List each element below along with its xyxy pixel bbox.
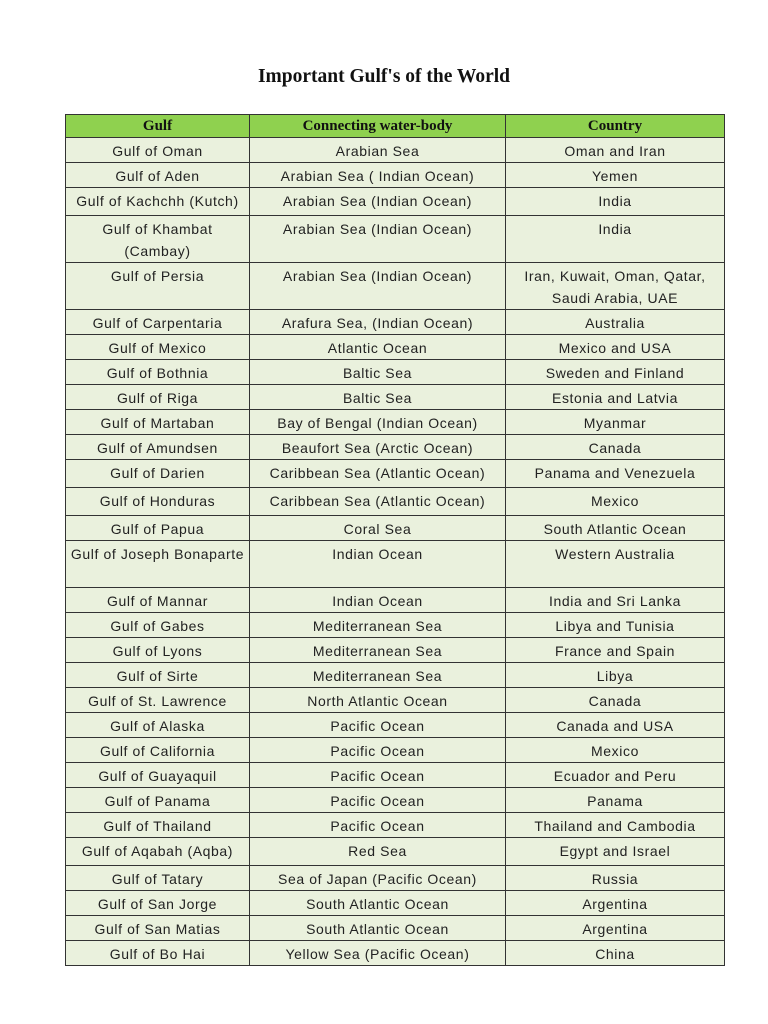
water-body-cell: Indian Ocean [250,541,506,588]
water-body-cell: Sea of Japan (Pacific Ocean) [250,866,506,891]
gulf-cell: Gulf of California [66,738,250,763]
table-row [66,216,725,263]
gulf-cell: Gulf of Bothnia [66,360,250,385]
gulf-cell: Gulf of Tatary [66,866,250,891]
water-body-cell: Pacific Ocean [250,738,506,763]
country-cell: Canada and USA [506,713,725,738]
page-title: Important Gulf's of the World [257,66,511,87]
country-cell: Western Australia [506,541,725,588]
gulf-cell: Gulf of Panama [66,788,250,813]
table-row [66,941,725,966]
table-row [66,763,725,788]
gulf-cell: Gulf of San Matias [66,916,250,941]
water-body-cell: Baltic Sea [250,360,506,385]
gulf-cell: Gulf of Oman [66,138,250,163]
gulf-cell: Gulf of Joseph Bonaparte [66,541,250,588]
country-cell: Libya [506,663,725,688]
country-cell: Canada [506,435,725,460]
column-header-gulf: Gulf [66,115,250,138]
gulf-cell: Gulf of Darien [66,460,250,488]
country-cell: Thailand and Cambodia [506,813,725,838]
table-row [66,788,725,813]
water-body-cell: Pacific Ocean [250,763,506,788]
water-body-cell: Arabian Sea (Indian Ocean) [250,216,506,263]
water-body-cell: Red Sea [250,838,506,866]
water-body-cell: Mediterranean Sea [250,638,506,663]
table-row [66,663,725,688]
table-row [66,360,725,385]
gulf-cell: Gulf of Lyons [66,638,250,663]
gulf-cell: Gulf of Persia [66,263,250,310]
gulf-cell: Gulf of Aden [66,163,250,188]
table-row [66,916,725,941]
water-body-cell: Arabian Sea ( Indian Ocean) [250,163,506,188]
gulf-cell: Gulf of Kachchh (Kutch) [66,188,250,216]
gulf-cell: Gulf of Sirte [66,663,250,688]
gulf-cell: Gulf of Khambat (Cambay) [66,216,250,263]
table-row [66,516,725,541]
country-cell: India and Sri Lanka [506,588,725,613]
table-header-row [66,115,725,138]
water-body-cell: South Atlantic Ocean [250,916,506,941]
gulf-cell: Gulf of Guayaquil [66,763,250,788]
gulfs-table [65,114,725,966]
gulf-cell: Gulf of St. Lawrence [66,688,250,713]
table-row [66,838,725,866]
table-row [66,866,725,891]
country-cell: Sweden and Finland [506,360,725,385]
gulf-cell: Gulf of Mexico [66,335,250,360]
gulf-cell: Gulf of Papua [66,516,250,541]
table-row [66,163,725,188]
water-body-cell: Arabian Sea (Indian Ocean) [250,263,506,310]
table-row [66,435,725,460]
water-body-cell: Mediterranean Sea [250,663,506,688]
country-cell: Panama [506,788,725,813]
column-header-country: Country [506,115,725,138]
table-row [66,613,725,638]
country-cell: Mexico [506,738,725,763]
country-cell: Russia [506,866,725,891]
gulf-cell: Gulf of Honduras [66,488,250,516]
country-cell: Estonia and Latvia [506,385,725,410]
water-body-cell: Mediterranean Sea [250,613,506,638]
gulf-cell: Gulf of Bo Hai [66,941,250,966]
country-cell: Panama and Venezuela [506,460,725,488]
table-row [66,638,725,663]
table-row [66,688,725,713]
table-row [66,263,725,310]
gulf-cell: Gulf of San Jorge [66,891,250,916]
table-row [66,188,725,216]
water-body-cell: Indian Ocean [250,588,506,613]
country-cell: France and Spain [506,638,725,663]
table-row [66,385,725,410]
water-body-cell: Coral Sea [250,516,506,541]
country-cell: Mexico and USA [506,335,725,360]
gulf-cell: Gulf of Thailand [66,813,250,838]
water-body-cell: South Atlantic Ocean [250,891,506,916]
table-row [66,138,725,163]
water-body-cell: Yellow Sea (Pacific Ocean) [250,941,506,966]
table-row [66,460,725,488]
gulf-cell: Gulf of Alaska [66,713,250,738]
table-row [66,310,725,335]
water-body-cell: Bay of Bengal (Indian Ocean) [250,410,506,435]
country-cell: Oman and Iran [506,138,725,163]
country-cell: Argentina [506,916,725,941]
country-cell: Australia [506,310,725,335]
water-body-cell: Caribbean Sea (Atlantic Ocean) [250,488,506,516]
water-body-cell: Arafura Sea, (Indian Ocean) [250,310,506,335]
gulf-cell: Gulf of Amundsen [66,435,250,460]
country-cell: India [506,216,725,263]
table-row [66,891,725,916]
country-cell: South Atlantic Ocean [506,516,725,541]
gulf-cell: Gulf of Martaban [66,410,250,435]
table-row [66,335,725,360]
water-body-cell: Pacific Ocean [250,713,506,738]
table-row [66,738,725,763]
country-cell: Libya and Tunisia [506,613,725,638]
table-row [66,813,725,838]
water-body-cell: Arabian Sea (Indian Ocean) [250,188,506,216]
country-cell: Argentina [506,891,725,916]
country-cell: Mexico [506,488,725,516]
country-cell: India [506,188,725,216]
country-cell: Yemen [506,163,725,188]
water-body-cell: Atlantic Ocean [250,335,506,360]
gulf-cell: Gulf of Carpentaria [66,310,250,335]
country-cell: Egypt and Israel [506,838,725,866]
gulf-cell: Gulf of Aqabah (Aqba) [66,838,250,866]
water-body-cell: Caribbean Sea (Atlantic Ocean) [250,460,506,488]
table-row [66,541,725,588]
water-body-cell: Arabian Sea [250,138,506,163]
gulf-cell: Gulf of Mannar [66,588,250,613]
table-row [66,713,725,738]
country-cell: Iran, Kuwait, Oman, Qatar, Saudi Arabia, UAE [506,263,725,310]
column-header-water-body: Connecting water-body [250,115,506,138]
water-body-cell: Pacific Ocean [250,813,506,838]
water-body-cell: Pacific Ocean [250,788,506,813]
table-row [66,410,725,435]
country-cell: China [506,941,725,966]
country-cell: Ecuador and Peru [506,763,725,788]
water-body-cell: North Atlantic Ocean [250,688,506,713]
gulf-cell: Gulf of Riga [66,385,250,410]
table-row [66,488,725,516]
country-cell: Myanmar [506,410,725,435]
country-cell: Canada [506,688,725,713]
table-row [66,588,725,613]
water-body-cell: Beaufort Sea (Arctic Ocean) [250,435,506,460]
gulf-cell: Gulf of Gabes [66,613,250,638]
water-body-cell: Baltic Sea [250,385,506,410]
